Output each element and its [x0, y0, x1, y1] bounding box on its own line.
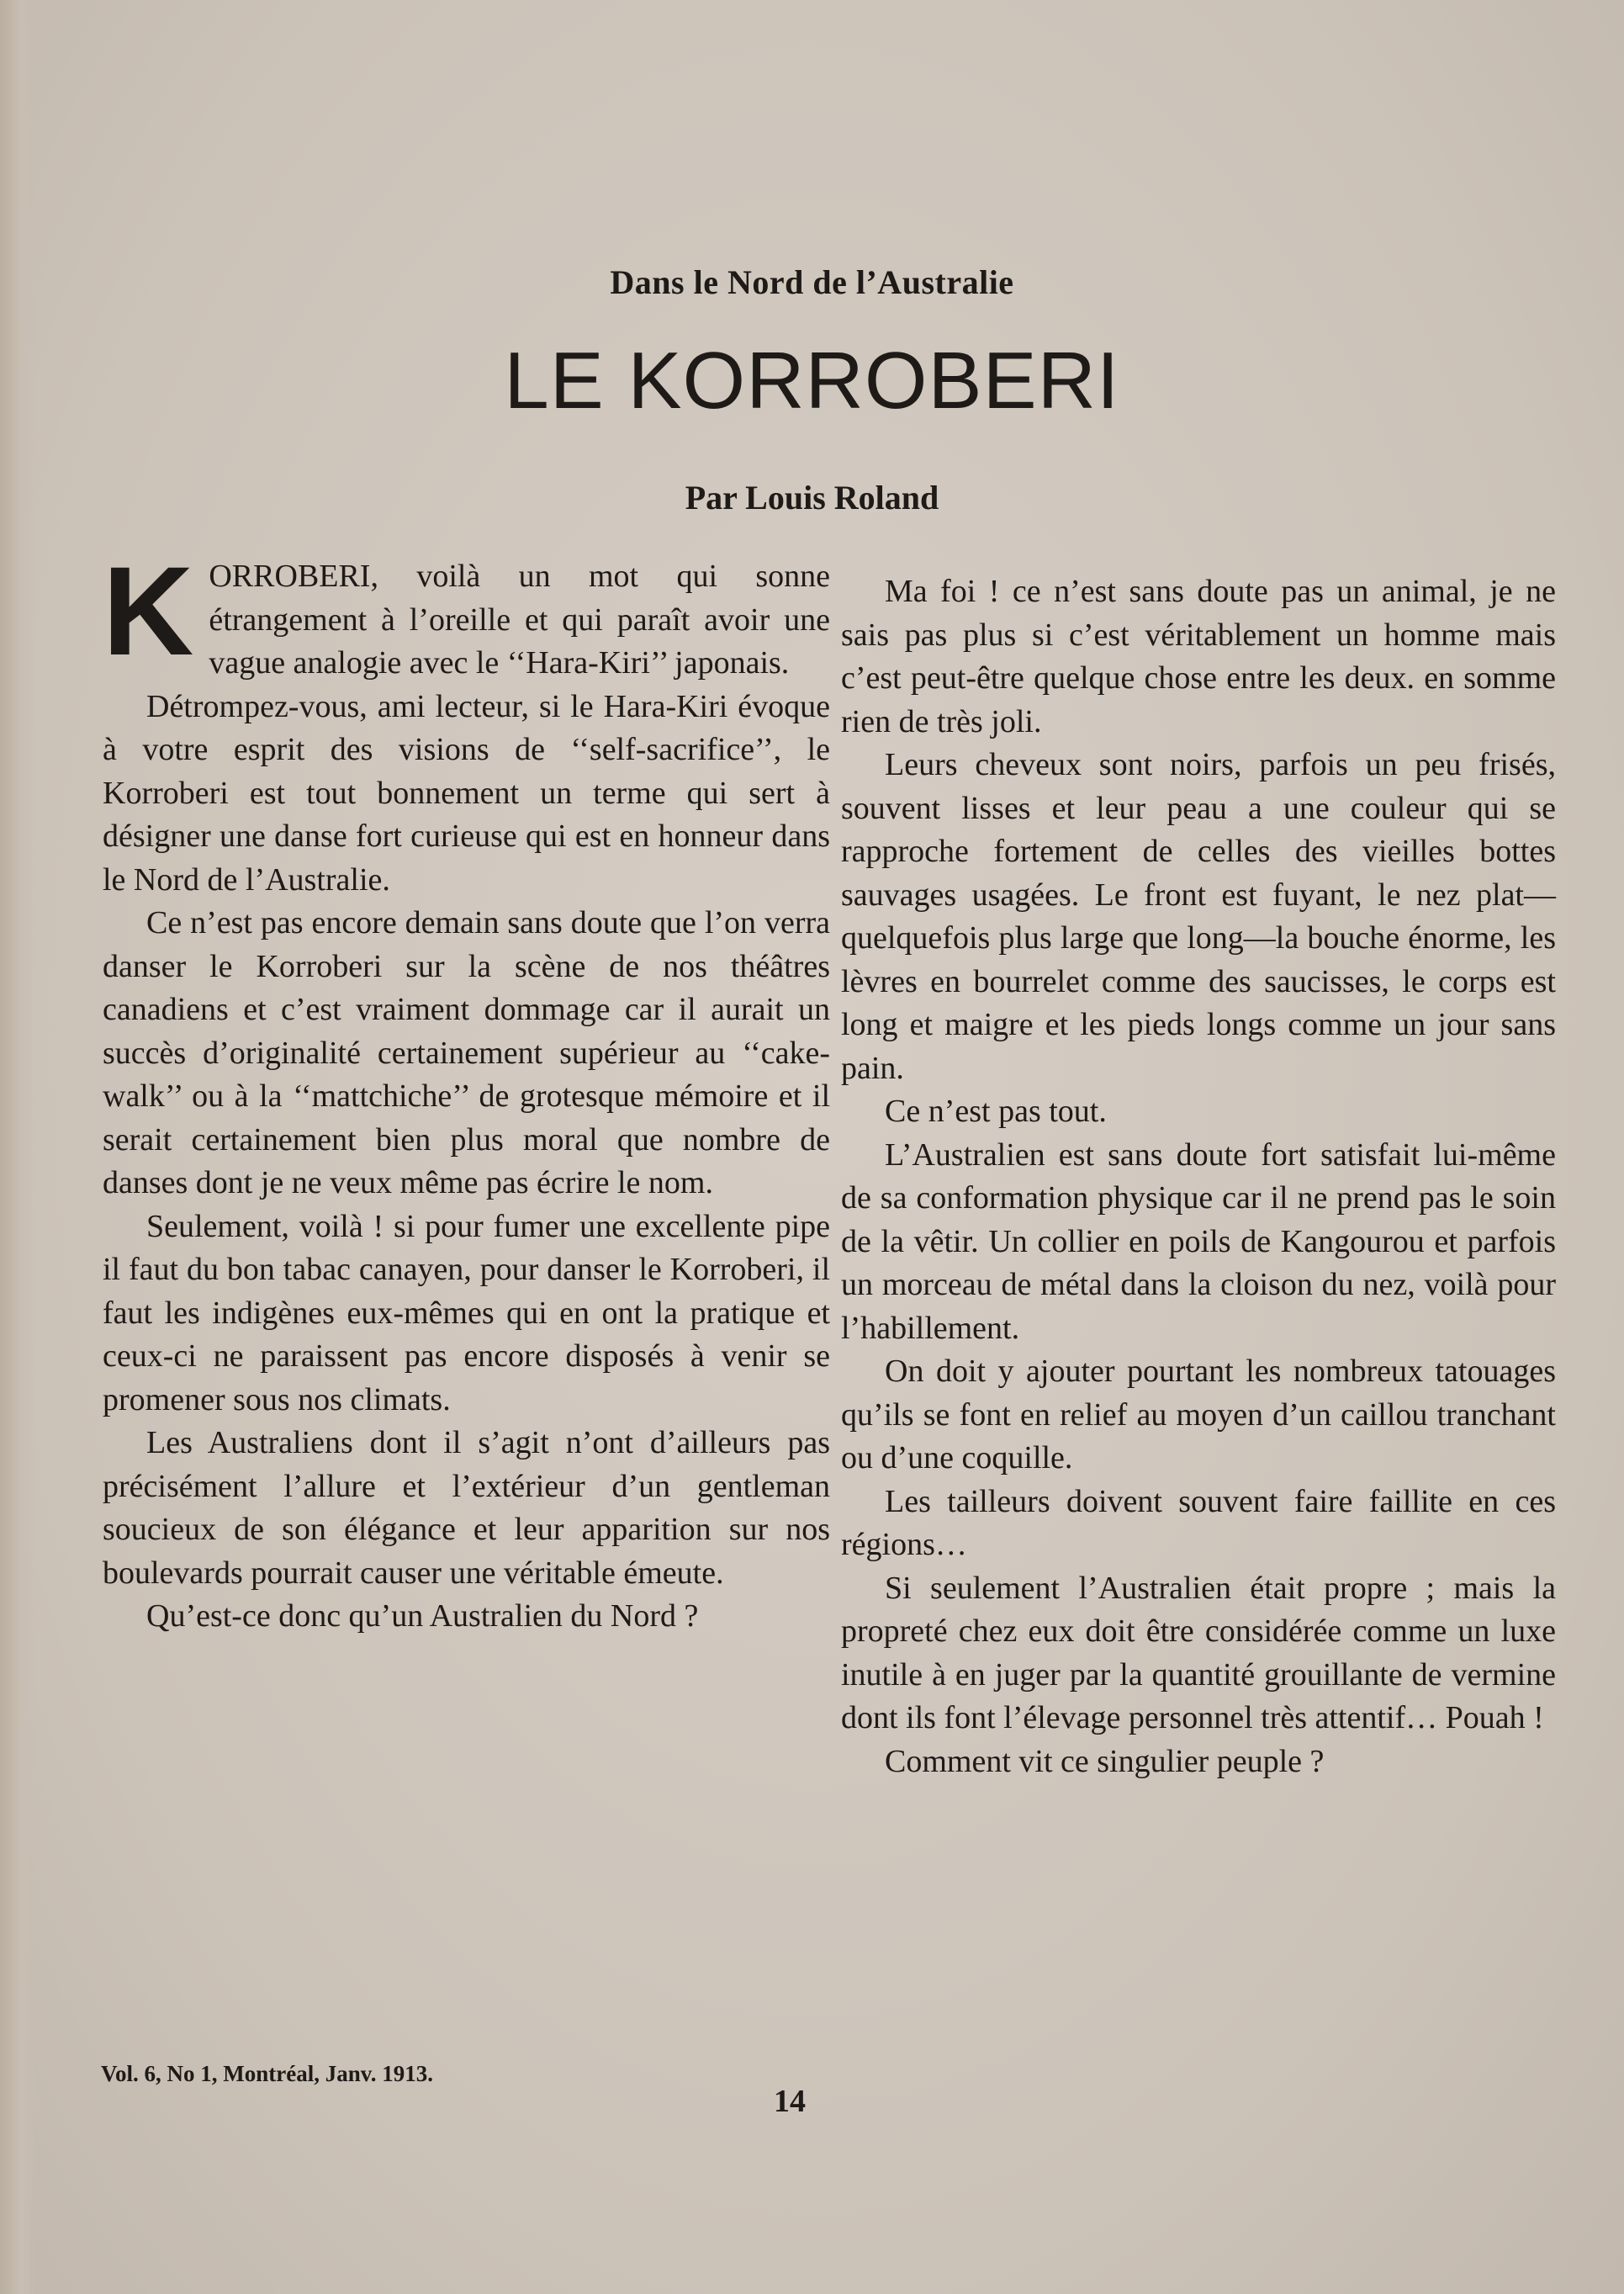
paragraph: Si seulement l’Australien était propre ; mais la propreté chez eux doit être considérée comme un luxe inutile à en juger par la quantité grouillante de vermine dont ils font l’élevage personnel très attentif… Pouah ! [841, 1570, 1556, 1735]
paragraph: Leurs cheveux sont noirs, parfois un peu frisés, souvent lisses et leur peau a une couleur qui se rapproche fortement de celles des vieilles bottes sauvages usagées. Le front est fuyant, le nez plat—quelquefois plus large que long—la bouche énorme, les lèvres en bourrelet comme des saucisses, le corps est long et maigre et les pieds longs comme un jour sans pain. [841, 747, 1556, 1086]
opening-word: ORROBERI, [209, 559, 378, 594]
paragraph: Seulement, voilà ! si pour fumer une excellente pipe il faut du bon tabac canayen, pour danser le Korroberi, il faut les indigènes eux-mêmes qui en ont la pratique et ceux-ci ne paraissent pas encore disposés à venir se promener sous nos climats. [103, 1208, 830, 1417]
paragraph: Ce n’est pas tout. [885, 1094, 1107, 1129]
page-number: 14 [774, 2084, 806, 2119]
paragraph-text: voilà un mot qui sonne étrangement à l’oreille et qui paraît avoir une vague analogie avec le ‘‘Hara-Kiri’’ japonais. [209, 559, 830, 681]
paragraph: Détrompez-vous, ami lecteur, si le Hara-Kiri évoque à votre esprit des visions de ‘‘self-sacrifice’’, le Korroberi est tout bonnement un terme qui sert à désigner une danse fort curieuse qui est en honneur dans le Nord de l’Australie. [103, 688, 830, 898]
left-column [103, 540, 830, 1639]
paragraph: Ma foi ! ce n’est sans doute pas un animal, je ne sais pas plus si c’est véritablement un homme mais c’est peut-être quelque chose entre les deux. en somme rien de très joli. [841, 574, 1556, 739]
article-title: LE KORROBERI [504, 336, 1120, 426]
issue-info: Vol. 6, No 1, Montréal, Janv. 1913. [101, 2061, 434, 2086]
paragraph: Comment vit ce singulier peuple ? [885, 1743, 1325, 1779]
paragraph: L’Australien est sans doute fort satisfait lui-même de sa conformation physique car il ne prend pas le soin de la vêtir. Un collier en poils de Kangourou et parfois un morceau de métal dans la cloison du nez, voilà pour l’habillement. [841, 1136, 1556, 1346]
paragraph: Ce n’est pas encore demain sans doute que l’on verra danser le Korroberi sur la scène de nos théâtres canadiens et c’est vraiment dommage car il aurait un succès d’originalité certainement supérieur au ‘‘cake-walk’’ ou à la ‘‘mattchiche’’ de grotesque mémoire et il serait certainement bien plus moral que nombre de danses dont je ne veux même pas écrire le nom. [103, 905, 830, 1200]
paragraph [103, 540, 830, 686]
article-byline: Par Louis Roland [685, 479, 939, 517]
article-kicker: Dans le Nord de l’Australie [610, 263, 1014, 301]
paragraph: Les Australiens dont il s’agit n’ont d’ailleurs pas précisément l’allure et l’extérieur d’un gentleman soucieux de son élégance et leur apparition sur nos boulevards pourrait causer une véritable émeute. [103, 1425, 830, 1591]
paragraph: On doit y ajouter pourtant les nombreux tatouages qu’ils se font en relief au moyen d’un caillou tranchant ou d’une coquille. [841, 1354, 1556, 1475]
paragraph: Qu’est-ce donc qu’un Australien du Nord ? [146, 1598, 699, 1634]
right-column [841, 570, 1556, 1783]
drop-cap: K [103, 540, 194, 681]
paragraph: Les tailleurs doivent souvent faire faillite en ces régions… [841, 1483, 1556, 1562]
